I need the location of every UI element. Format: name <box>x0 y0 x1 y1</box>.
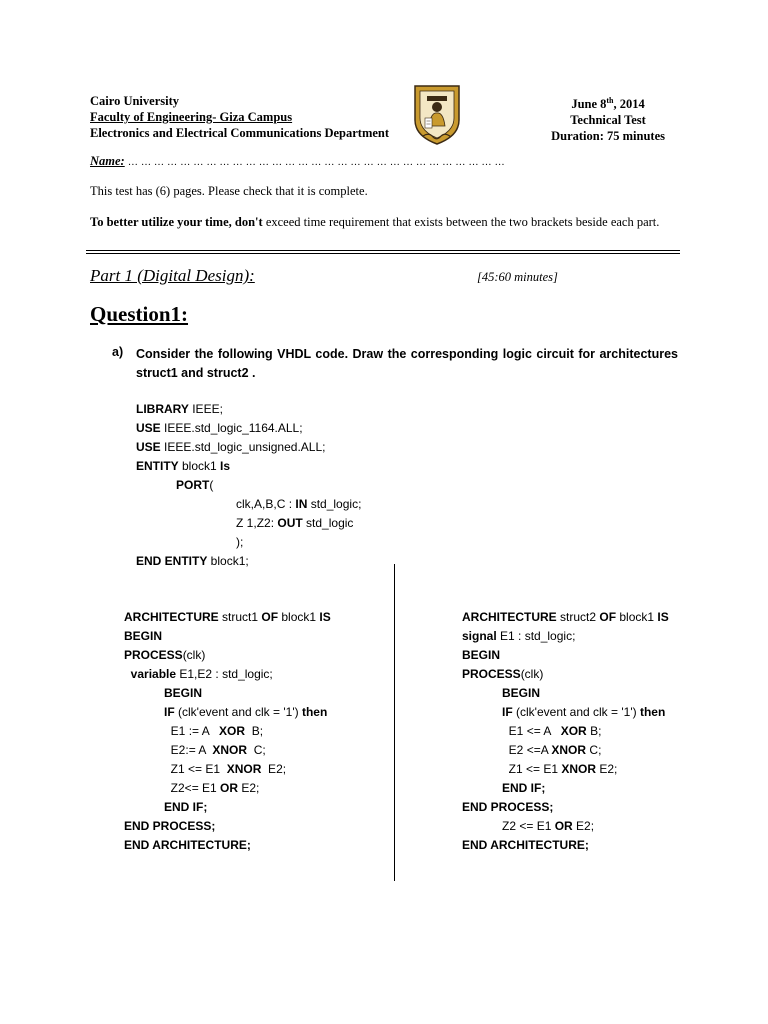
code-keyword: IF <box>502 705 513 719</box>
code-keyword: Is <box>220 459 231 473</box>
code-keyword: OF <box>599 610 617 624</box>
code-line <box>136 400 223 419</box>
code-keyword: END ARCHITECTURE; <box>462 838 589 852</box>
code-text: E1,E2 : std_logic; <box>176 667 273 681</box>
question-a-text: Consider the following VHDL code. Draw the corresponding logic circuit for architectures struct1 and struct2 . <box>136 347 678 380</box>
code-keyword: END ENTITY <box>136 554 208 568</box>
code-line <box>462 798 553 817</box>
question-title: Question1: <box>90 302 189 326</box>
name-field <box>90 154 505 169</box>
code-text: block1 <box>278 610 320 624</box>
code-keyword: LIBRARY <box>136 402 189 416</box>
part-time: [45:60 minutes] <box>477 270 558 284</box>
code-text: C; <box>586 743 602 757</box>
divider-rule-bottom <box>86 253 680 254</box>
header-test-info <box>551 93 665 144</box>
time-note-bold: To better utilize your time, don't <box>90 215 263 229</box>
code-text: ); <box>136 535 244 549</box>
code-text: (clk'event and clk = '1') <box>512 705 640 719</box>
test-duration: Duration: 75 minutes <box>551 129 665 144</box>
code-line <box>462 703 665 722</box>
code-line <box>124 684 202 703</box>
code-text: IEEE; <box>188 402 223 416</box>
code-text: struct1 <box>218 610 262 624</box>
code-keyword: END IF; <box>164 800 208 814</box>
code-line <box>136 552 249 571</box>
code-keyword: OUT <box>277 516 303 530</box>
code-line <box>462 665 543 684</box>
code-text: C; <box>247 743 266 757</box>
code-keyword: OR <box>220 781 239 795</box>
department-name: Electronics and Electrical Communications Department <box>90 126 390 140</box>
code-keyword: signal <box>462 629 497 643</box>
code-text: block1; <box>207 554 249 568</box>
faculty-name: Faculty of Engineering- Giza Campus <box>90 110 293 124</box>
code-line <box>462 760 617 779</box>
test-type: Technical Test <box>570 113 646 128</box>
code-text <box>462 705 502 719</box>
code-text: ( <box>209 478 214 492</box>
code-keyword: USE <box>136 421 161 435</box>
code-keyword: BEGIN <box>502 686 541 700</box>
code-line <box>124 798 207 817</box>
code-line <box>124 665 273 684</box>
code-keyword: ARCHITECTURE <box>462 610 557 624</box>
code-keyword: BEGIN <box>462 648 501 662</box>
code-line <box>462 779 545 798</box>
time-note-rest: exceed time requirement that exists between the two brackets beside each part. <box>262 215 660 229</box>
code-text: std_logic; <box>307 497 362 511</box>
code-text <box>124 667 131 681</box>
code-text: struct2 <box>556 610 600 624</box>
code-line <box>124 817 215 836</box>
code-line <box>462 608 669 627</box>
code-text <box>124 800 164 814</box>
code-keyword: PROCESS <box>462 667 521 681</box>
code-text: E1 <= A <box>462 724 561 738</box>
code-line <box>124 722 263 741</box>
code-line <box>124 836 251 855</box>
time-note <box>90 214 680 231</box>
cairo-university-crest-icon <box>409 82 465 146</box>
code-keyword: IS <box>657 610 669 624</box>
code-text: std_logic <box>302 516 354 530</box>
code-text: (clk'event and clk = '1') <box>174 705 302 719</box>
code-text: Z1 <= E1 <box>462 762 562 776</box>
code-line <box>462 646 500 665</box>
code-keyword: ARCHITECTURE <box>124 610 219 624</box>
code-line <box>462 627 575 646</box>
code-text: E2; <box>238 781 260 795</box>
part-title: Part 1 (Digital Design): <box>90 266 255 285</box>
code-keyword: XOR <box>219 724 246 738</box>
code-keyword: XNOR <box>226 762 262 776</box>
code-keyword: XNOR <box>551 743 587 757</box>
code-line <box>136 495 361 514</box>
code-text: E1 : std_logic; <box>496 629 576 643</box>
code-keyword: IS <box>319 610 331 624</box>
name-dots: … … … … … … … … … … … … … … … … … … … … … … … … … … … … … <box>127 157 505 168</box>
code-line <box>124 741 266 760</box>
code-line <box>136 476 213 495</box>
code-line <box>124 608 331 627</box>
code-keyword: IN <box>295 497 308 511</box>
code-keyword: XOR <box>560 724 587 738</box>
code-keyword: END PROCESS; <box>462 800 554 814</box>
test-date: June 8th, 2014 <box>571 96 645 112</box>
code-line <box>462 684 540 703</box>
code-text: Z2<= E1 <box>124 781 221 795</box>
code-line <box>136 533 243 552</box>
code-text: (clk) <box>520 667 544 681</box>
code-text: Z2 <= E1 <box>462 819 555 833</box>
code-line <box>462 722 601 741</box>
code-text <box>124 705 164 719</box>
code-keyword: BEGIN <box>124 629 163 643</box>
code-line <box>124 646 205 665</box>
code-keyword: ENTITY <box>136 459 179 473</box>
code-text: E2:= A <box>124 743 213 757</box>
code-text: B; <box>586 724 602 738</box>
university-name: Cairo University <box>90 94 179 108</box>
code-text: (clk) <box>182 648 206 662</box>
code-line <box>136 457 230 476</box>
code-keyword: PORT <box>176 478 210 492</box>
code-text: IEEE.std_logic_1164.ALL; <box>160 421 303 435</box>
pages-note: This test has (6) pages. Please check that it is complete. <box>90 184 368 198</box>
code-text <box>124 686 164 700</box>
header-institution <box>90 93 389 141</box>
code-keyword: XNOR <box>212 743 248 757</box>
code-line <box>462 741 601 760</box>
code-text: E2; <box>572 819 595 833</box>
code-line <box>136 438 325 457</box>
code-line <box>124 779 259 798</box>
question-a-label: a) <box>112 345 124 359</box>
code-line <box>136 419 303 438</box>
code-text: Z 1,Z2: <box>136 516 278 530</box>
code-line <box>462 817 594 836</box>
code-text <box>462 686 502 700</box>
code-text: block1 <box>178 459 221 473</box>
code-text: E2; <box>261 762 287 776</box>
code-keyword: BEGIN <box>164 686 203 700</box>
code-keyword: PROCESS <box>124 648 183 662</box>
code-text <box>136 478 176 492</box>
code-text <box>462 781 502 795</box>
code-text: B; <box>245 724 264 738</box>
code-text: block1 <box>616 610 658 624</box>
code-keyword: IF <box>164 705 175 719</box>
code-keyword: then <box>301 705 328 719</box>
code-line <box>124 760 286 779</box>
code-keyword: then <box>639 705 666 719</box>
code-text: clk,A,B,C : <box>136 497 296 511</box>
code-line <box>136 514 353 533</box>
code-keyword: OR <box>554 819 573 833</box>
code-text: E1 := A <box>124 724 220 738</box>
code-text: IEEE.std_logic_unsigned.ALL; <box>160 440 326 454</box>
code-keyword: END PROCESS; <box>124 819 216 833</box>
name-label: Name: <box>90 154 125 168</box>
code-text: E2 <=A <box>462 743 552 757</box>
code-keyword: END IF; <box>502 781 546 795</box>
code-keyword: END ARCHITECTURE; <box>124 838 251 852</box>
divider-rule-top <box>86 250 680 251</box>
code-keyword: USE <box>136 440 161 454</box>
code-text: E2; <box>596 762 618 776</box>
code-line <box>124 703 327 722</box>
code-keyword: OF <box>261 610 279 624</box>
code-line <box>124 627 162 646</box>
code-text: Z1 <= E1 <box>124 762 227 776</box>
code-line <box>462 836 589 855</box>
code-keyword: variable <box>130 667 177 681</box>
code-keyword: XNOR <box>561 762 597 776</box>
column-divider <box>394 564 395 881</box>
